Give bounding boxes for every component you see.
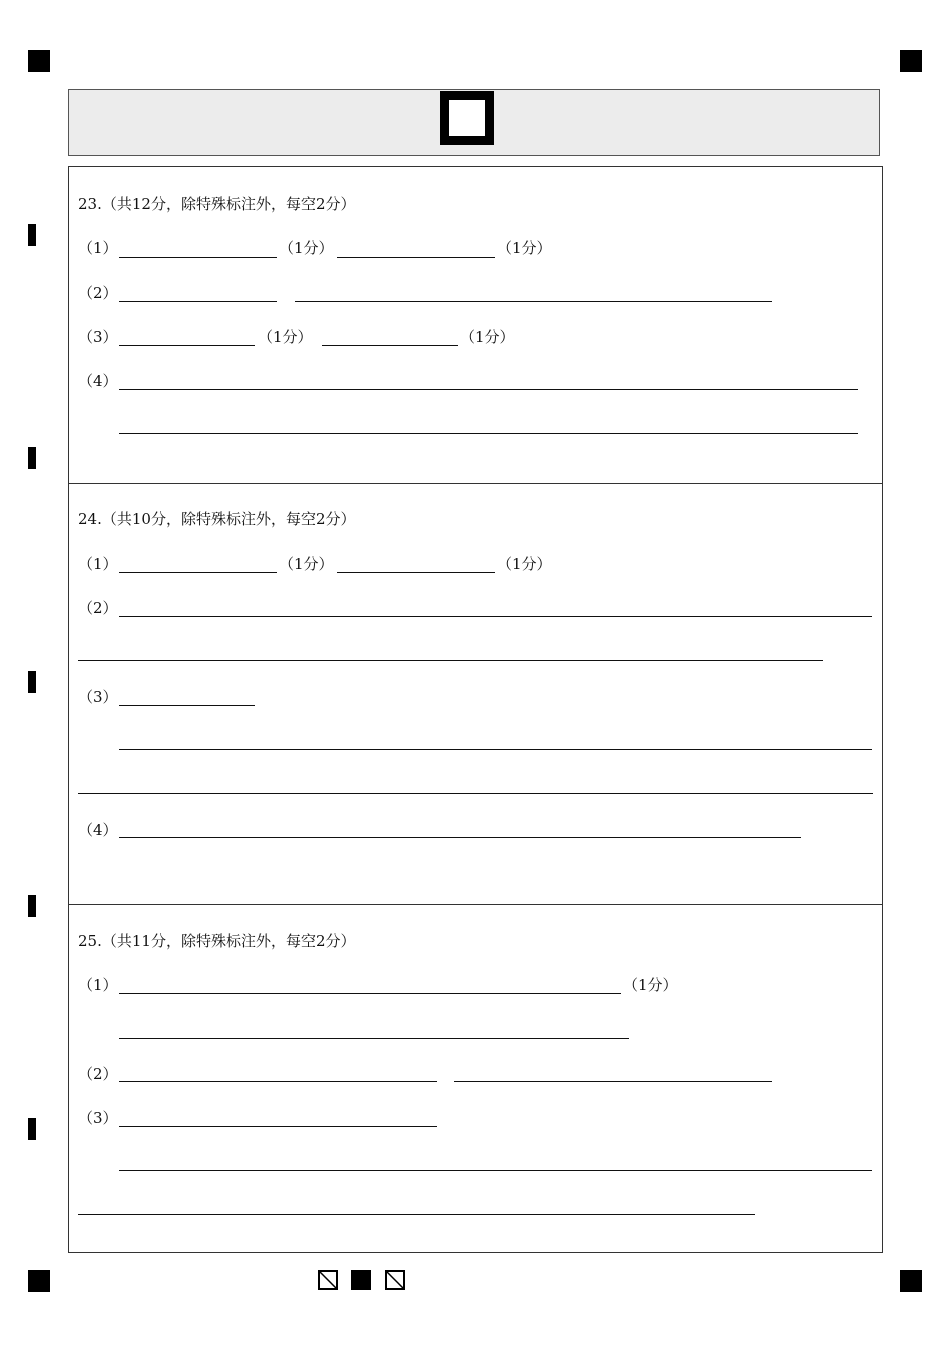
q25-part-2-label: （2） [78,1065,118,1083]
q23-part-3-score-b: （1分） [460,328,515,346]
question-25-header: 25.（共11分，除特殊标注外，每空2分） [78,932,356,950]
q25-part-1-blank-a[interactable] [119,993,621,994]
crossed-box-mark [318,1270,338,1290]
q24-part-1-label: （1） [78,555,118,573]
q23-part-1-blank-a[interactable] [119,257,277,258]
q25-part-1-blank-b[interactable] [119,1038,629,1039]
q24-part-1-blank-a[interactable] [119,572,277,573]
side-tick-mark [28,447,36,469]
side-tick-mark [28,671,36,693]
q24-part-4-label: （4） [78,821,118,839]
q23-part-2-label: （2） [78,284,118,302]
q25-part-3-label: （3） [78,1109,118,1127]
q25-part-2-blank-b[interactable] [454,1081,772,1082]
q23-part-3-score-a: （1分） [258,328,313,346]
page-number-square-mark [440,91,494,145]
question-24-header: 24.（共10分，除特殊标注外，每空2分） [78,510,356,528]
q23-part-3-blank-b[interactable] [322,345,458,346]
q24-part-1-score-b: （1分） [497,555,552,573]
q24-part-3-blank-b[interactable] [119,749,872,750]
q25-part-1-label: （1） [78,976,118,994]
q23-part-4-label: （4） [78,372,118,390]
q23-part-4-blank-b[interactable] [119,433,858,434]
side-tick-mark [28,224,36,246]
q24-part-2-blank-a[interactable] [119,616,872,617]
side-tick-mark [28,1118,36,1140]
filled-box-mark [351,1270,371,1290]
q23-part-3-blank-a[interactable] [119,345,255,346]
question-23-box [68,166,883,484]
q23-part-1-score-b: （1分） [497,239,552,257]
q24-part-3-blank-a[interactable] [119,705,255,706]
side-tick-mark [28,895,36,917]
q23-part-4-blank-a[interactable] [119,389,858,390]
q23-part-2-blank-b[interactable] [295,301,772,302]
question-25-box [68,904,883,1253]
q23-part-1-score-a: （1分） [279,239,334,257]
q25-part-1-score-a: （1分） [623,976,678,994]
q25-part-2-blank-a[interactable] [119,1081,437,1082]
q24-part-1-blank-b[interactable] [337,572,495,573]
q25-part-3-blank-c[interactable] [78,1214,755,1215]
q25-part-3-blank-b[interactable] [119,1170,872,1171]
corner-mark-bottom-left [28,1270,50,1292]
crossed-box-mark [385,1270,405,1290]
q24-part-1-score-a: （1分） [279,555,334,573]
q24-part-3-blank-c[interactable] [78,793,873,794]
corner-mark-top-right [900,50,922,72]
q24-part-4-blank-a[interactable] [119,837,801,838]
q23-part-2-blank-a[interactable] [119,301,277,302]
question-24-box [68,483,883,905]
question-23-header: 23.（共12分，除特殊标注外，每空2分） [78,195,356,213]
q24-part-3-label: （3） [78,688,118,706]
corner-mark-top-left [28,50,50,72]
q23-part-1-blank-b[interactable] [337,257,495,258]
corner-mark-bottom-right [900,1270,922,1292]
q23-part-3-label: （3） [78,328,118,346]
q24-part-2-blank-b[interactable] [78,660,823,661]
q25-part-3-blank-a[interactable] [119,1126,437,1127]
q24-part-2-label: （2） [78,599,118,617]
q23-part-1-label: （1） [78,239,118,257]
